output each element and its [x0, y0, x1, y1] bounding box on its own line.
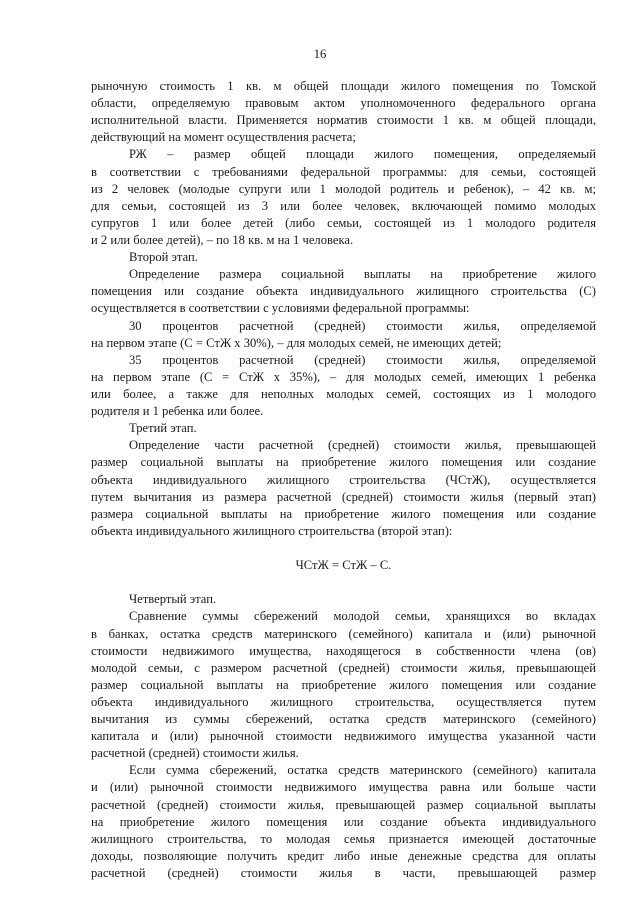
text-line: размера социальной выплаты на приобретение жилого помещения или создание	[91, 506, 596, 521]
text-line: расчетной (средней) стоимости жилья.	[91, 746, 299, 761]
text-line: исполнительной власти. Применяется норматив стоимости 1 кв. м общей площади,	[91, 113, 596, 128]
text-line: размер социальной выплаты на приобретение жилого помещения или создание	[91, 677, 596, 692]
text-line: на первом этапе (С = СтЖ х 30%), – для молодых семей, не имеющих детей;	[91, 335, 502, 350]
text-line: Третий этап.	[129, 421, 197, 436]
text-line: Определение части расчетной (средней) стоимости жилья, превышающей	[129, 438, 596, 453]
text-line: в соответствии с требованиями федеральной программы: для семьи, состоящей	[91, 164, 596, 179]
text-line: в банках, остатка средств материнского (семейного) капитала и (или) рыночной	[91, 626, 596, 641]
text-line: или более, а также для неполных молодых семей, состоящих из 1 молодого	[91, 386, 596, 401]
text-line: размер социальной выплаты на приобретение жилого помещения или создание	[91, 455, 596, 470]
text-line: капитала и (или) рыночной стоимости недвижимого имущества указанной части	[91, 729, 596, 744]
text-line: супругов 1 или более детей (либо семьи, состоящей из 1 молодого родителя	[91, 215, 596, 230]
text-line: объекта индивидуального жилищного строительства (второй этап):	[91, 523, 453, 538]
blank-line	[91, 574, 596, 591]
text-line: Определение размера социальной выплаты на приобретение жилого	[129, 267, 596, 282]
text-line: Если сумма сбережений, остатка средств материнского (семейного) капитала	[129, 763, 596, 778]
text-line: рыночную стоимость 1 кв. м общей площади жилого помещения по Томской	[91, 79, 596, 93]
document-body	[91, 78, 596, 882]
text-line: путем вычитания из размера расчетной (средней) стоимости жилья (первый этап)	[91, 489, 596, 504]
text-line: 30 процентов расчетной (средней) стоимости жилья, определяемой	[129, 318, 596, 333]
text-line: и 2 или более детей), – по 18 кв. м на 1 человека.	[91, 232, 354, 247]
text-line: объекта индивидуального жилищного строительства, осуществляется путем	[91, 694, 596, 709]
text-line: для семьи, состоящей из 3 или более человек, включающей помимо молодых	[91, 198, 596, 213]
text-line: вычитания из суммы сбережений, остатка средств материнского (семейного)	[91, 712, 596, 727]
text-line: доходы, позволяющие получить кредит либо иные денежные средства для оплаты	[91, 848, 596, 863]
text-line: родителя и 1 ребенка или более.	[91, 404, 264, 419]
text-line: осуществляется в соответствии с условиями федеральной программы:	[91, 301, 470, 316]
text-line: стоимости недвижимого имущества, находящегося в собственности члена (ов)	[91, 643, 596, 658]
text-line: Второй этап.	[129, 250, 198, 265]
page-number: 16	[313, 47, 327, 61]
blank-line	[91, 540, 596, 557]
text-line: действующий на момент осуществления расчета;	[91, 130, 356, 145]
text-line: помещения или создание объекта индивидуального жилищного строительства (С)	[91, 284, 596, 299]
text-line: расчетной (средней) стоимости жилья в части, превышающей размер	[91, 866, 596, 881]
text-line: объекта индивидуального жилищного строительства (ЧСтЖ), осуществляется	[91, 472, 596, 487]
text-line: жилищного строительства, то молодая семья признается имеющей достаточные	[91, 831, 596, 846]
text-line: молодой семьи, с размером расчетной (средней) стоимости жилья, превышающей	[91, 660, 596, 675]
text-line: расчетной (средней) стоимости жилья, превышающей размер социальной выплаты	[91, 797, 596, 812]
formula-line: ЧСтЖ = СтЖ – С.	[295, 558, 392, 573]
text-line: РЖ – размер общей площади жилого помещения, определяемый	[129, 147, 596, 162]
text-line: на первом этапе (С = СтЖ х 35%), – для молодых семей, имеющих 1 ребенка	[91, 369, 596, 384]
text-line: из 2 человек (молодые супруги или 1 молодой родитель и ребенок), – 42 кв. м;	[91, 181, 596, 196]
text-line: 35 процентов расчетной (средней) стоимости жилья, определяемой	[129, 352, 596, 367]
text-line: Сравнение суммы сбережений молодой семьи, хранящихся во вкладах	[129, 609, 596, 624]
text-line: на приобретение жилого помещения или создание объекта индивидуального	[91, 814, 596, 829]
text-line: Четвертый этап.	[129, 592, 217, 607]
text-line: и (или) рыночной стоимости недвижимого имущества равна или больше части	[91, 780, 596, 795]
text-line: области, определяемую правовым актом уполномоченного федерального органа	[91, 96, 596, 111]
